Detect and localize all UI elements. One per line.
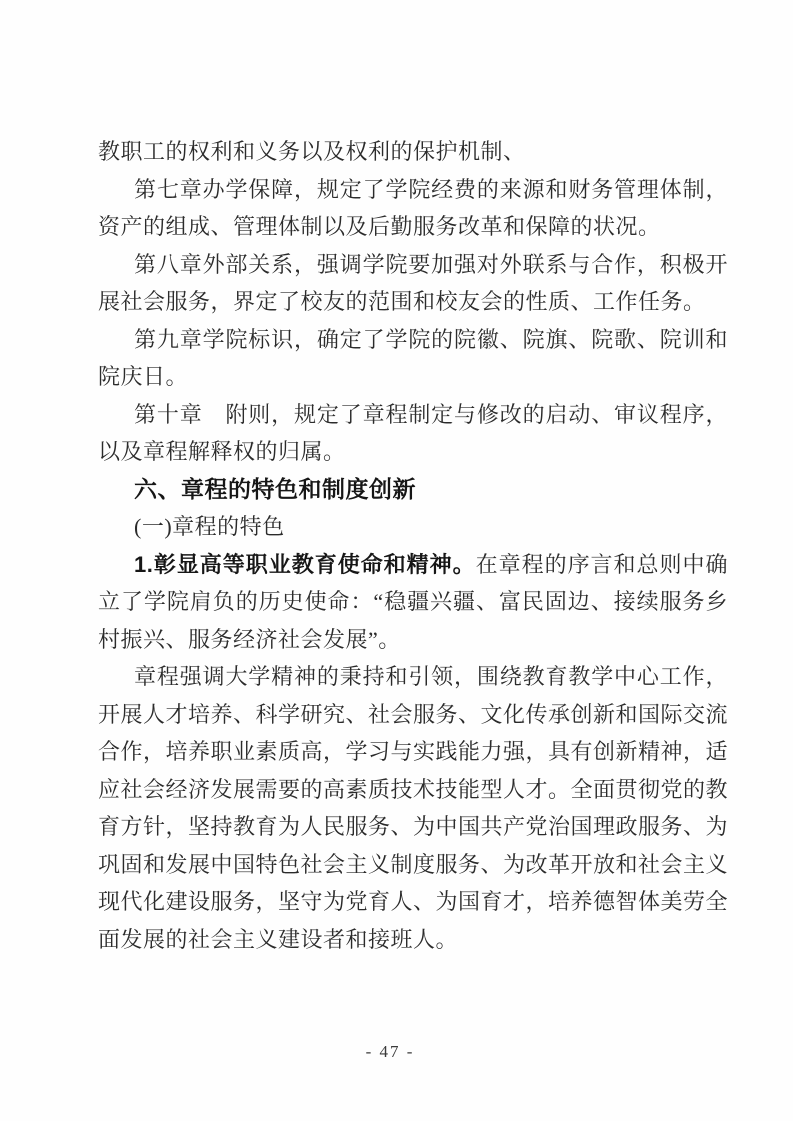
text-line: 第九章学院标识，确定了学院的院徽、院旗、院歌、院训和: [134, 326, 728, 352]
subsection-heading: (一)章程的特色: [134, 514, 285, 539]
bold-lead-text: 1.彰显高等职业教育使命和精神。: [134, 551, 476, 577]
section-heading: 六、章程的特色和制度创新: [134, 475, 416, 502]
text-line: 以及章程解释权的归属。: [98, 439, 346, 464]
text-line: 开展人才培养、科学研究、社会服务、文化传承创新和国际交流: [98, 701, 729, 727]
document-body: [98, 133, 728, 958]
text-line: 资产的组成、管理体制以及后勤服务改革和保障的状况。: [98, 214, 661, 239]
text-line: 面发展的社会主义建设者和接班人。: [98, 926, 459, 952]
text-line: 应社会经济发展需要的高素质技术技能型人才。全面贯彻党的教: [98, 776, 729, 802]
text-line: 育方针，坚持教育为人民服务、为中国共产党治国理政服务、为: [98, 814, 729, 839]
text-line: 第十章 附则，规定了章程制定与修改的启动、审议程序，: [134, 401, 728, 427]
page-number: - 47 -: [365, 1042, 415, 1061]
text-line: 巩固和发展中国特色社会主义制度服务、为改革开放和社会主义: [98, 851, 729, 877]
text-line: 章程强调大学精神的秉持和引领，围绕教育教学中心工作，: [134, 664, 728, 689]
text-line: 教职工的权利和义务以及权利的保护机制、: [98, 139, 526, 164]
text-line: 第七章办学保障，规定了学院经费的来源和财务管理体制，: [134, 176, 728, 202]
text-line: 现代化建设服务，坚守为党育人、为国育才，培养德智体美劳全: [98, 889, 729, 914]
text-line: 合作，培养职业素质高，学习与实践能力强，具有创新精神，适: [98, 739, 729, 764]
text-line: 院庆日。: [98, 364, 189, 389]
text-line: [98, 546, 728, 584]
text-line-tail: 在章程的序言和总则中确: [475, 551, 728, 577]
text-line: 村振兴、服务经济社会发展”。: [98, 626, 401, 652]
text-line: 立了学院肩负的历史使命：“稳疆兴疆、富民固边、接续服务乡: [98, 589, 728, 614]
text-line: 展社会服务，界定了校友的范围和校友会的性质、工作任务。: [98, 289, 706, 314]
text-line: 第八章外部关系，强调学院要加强对外联系与合作，积极开: [134, 251, 728, 277]
